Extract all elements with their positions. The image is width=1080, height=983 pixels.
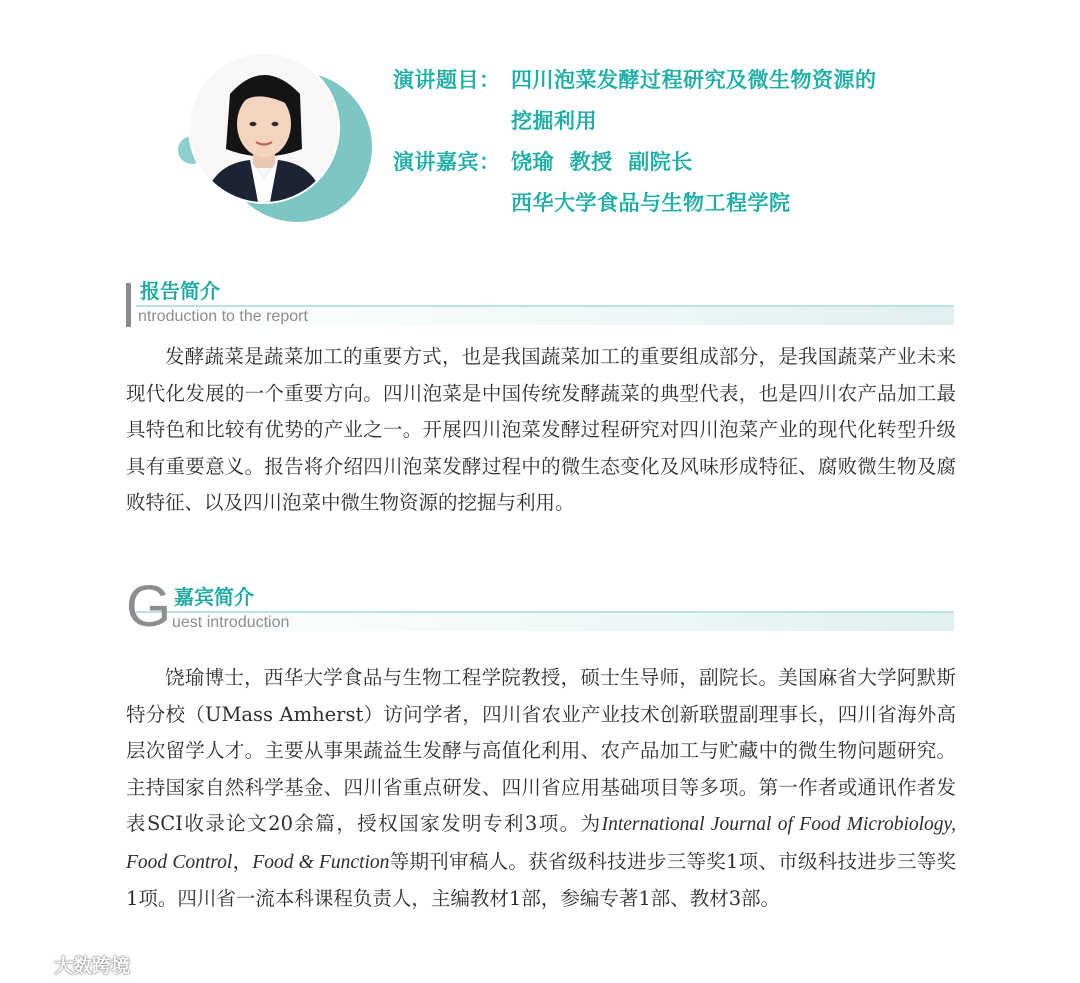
guest-bio-part-2: 等期刊审稿人。获省级科技进步三等奖1项、市级科技进步三等奖1项。四川省一流本科课程负责人，主编教材1部，参编专著1部、教材3部。 [126, 849, 956, 910]
guest-section-title: 嘉宾简介 [174, 585, 254, 609]
section-rule [136, 611, 954, 613]
topic-line-1: 四川泡菜发酵过程研究及微生物资源的 [511, 68, 877, 92]
speaker-affiliation: 西华大学食品与生物工程学院 [511, 191, 791, 215]
guest-section-subtitle: uest introduction [172, 614, 290, 631]
report-section-header [126, 278, 954, 328]
guest-intro-text [126, 660, 956, 918]
guest-bio-part-1: 饶瑜博士，西华大学食品与生物工程学院教授，硕士生导师，副院长。美国麻省大学阿默斯特分校（UMass Amherst）访问学者，四川省农业产业技术创新联盟副理事长，四川省海外高层次留学人才。主要从事果蔬益生发酵与高值化利用、农产品加工与贮藏中的微生物问题研究。主持国家自然科学基金、四川省重点研发、四川省应用基础项目等多项。第一作者或通讯作者发表SCI收录论文20余篇，授权国家发明专利3项。为 [126, 666, 956, 835]
speaker-portrait [188, 52, 340, 204]
watermark [8, 950, 130, 979]
watermark-text: 大数跨境 [54, 955, 131, 977]
report-section-subtitle: ntroduction to the report [138, 308, 308, 325]
talk-speaker-row [393, 144, 877, 185]
chat-bubble-icon [8, 950, 50, 979]
guest-section-header [126, 574, 954, 639]
talk-affiliation-row [393, 185, 877, 226]
topic-line-2: 挖掘利用 [511, 109, 597, 133]
journal-name-1: International Journal of Food Microbiology, Food Control [126, 814, 956, 873]
section-bar [126, 283, 131, 327]
journal-name-2: Food & Function [252, 851, 390, 873]
speaker-label: 演讲嘉宾： [393, 150, 501, 174]
journal-separator: ， [232, 849, 253, 873]
talk-topic-row [393, 62, 877, 103]
section-rule [136, 305, 954, 307]
report-intro-text: 发酵蔬菜是蔬菜加工的重要方式，也是我国蔬菜加工的重要组成部分，是我国蔬菜产业未来现代化发展的一个重要方向。四川泡菜是中国传统发酵蔬菜的典型代表，也是四川农产品加工最具特色和比较有优势的产业之一。开展四川泡菜发酵过程研究对四川泡菜产业的现代化转型升级具有重要意义。报告将介绍四川泡菜发酵过程中的微生态变化及风味形成特征、腐败微生物及腐败特征、以及四川泡菜中微生物资源的挖掘与利用。 [126, 345, 956, 514]
speaker-name: 饶瑜 教授 副院长 [511, 150, 693, 174]
report-section-title: 报告简介 [140, 279, 220, 303]
talk-info [393, 62, 877, 226]
talk-topic-row-2 [393, 103, 877, 144]
big-letter-g: G [126, 574, 172, 639]
topic-label: 演讲题目： [393, 68, 501, 92]
